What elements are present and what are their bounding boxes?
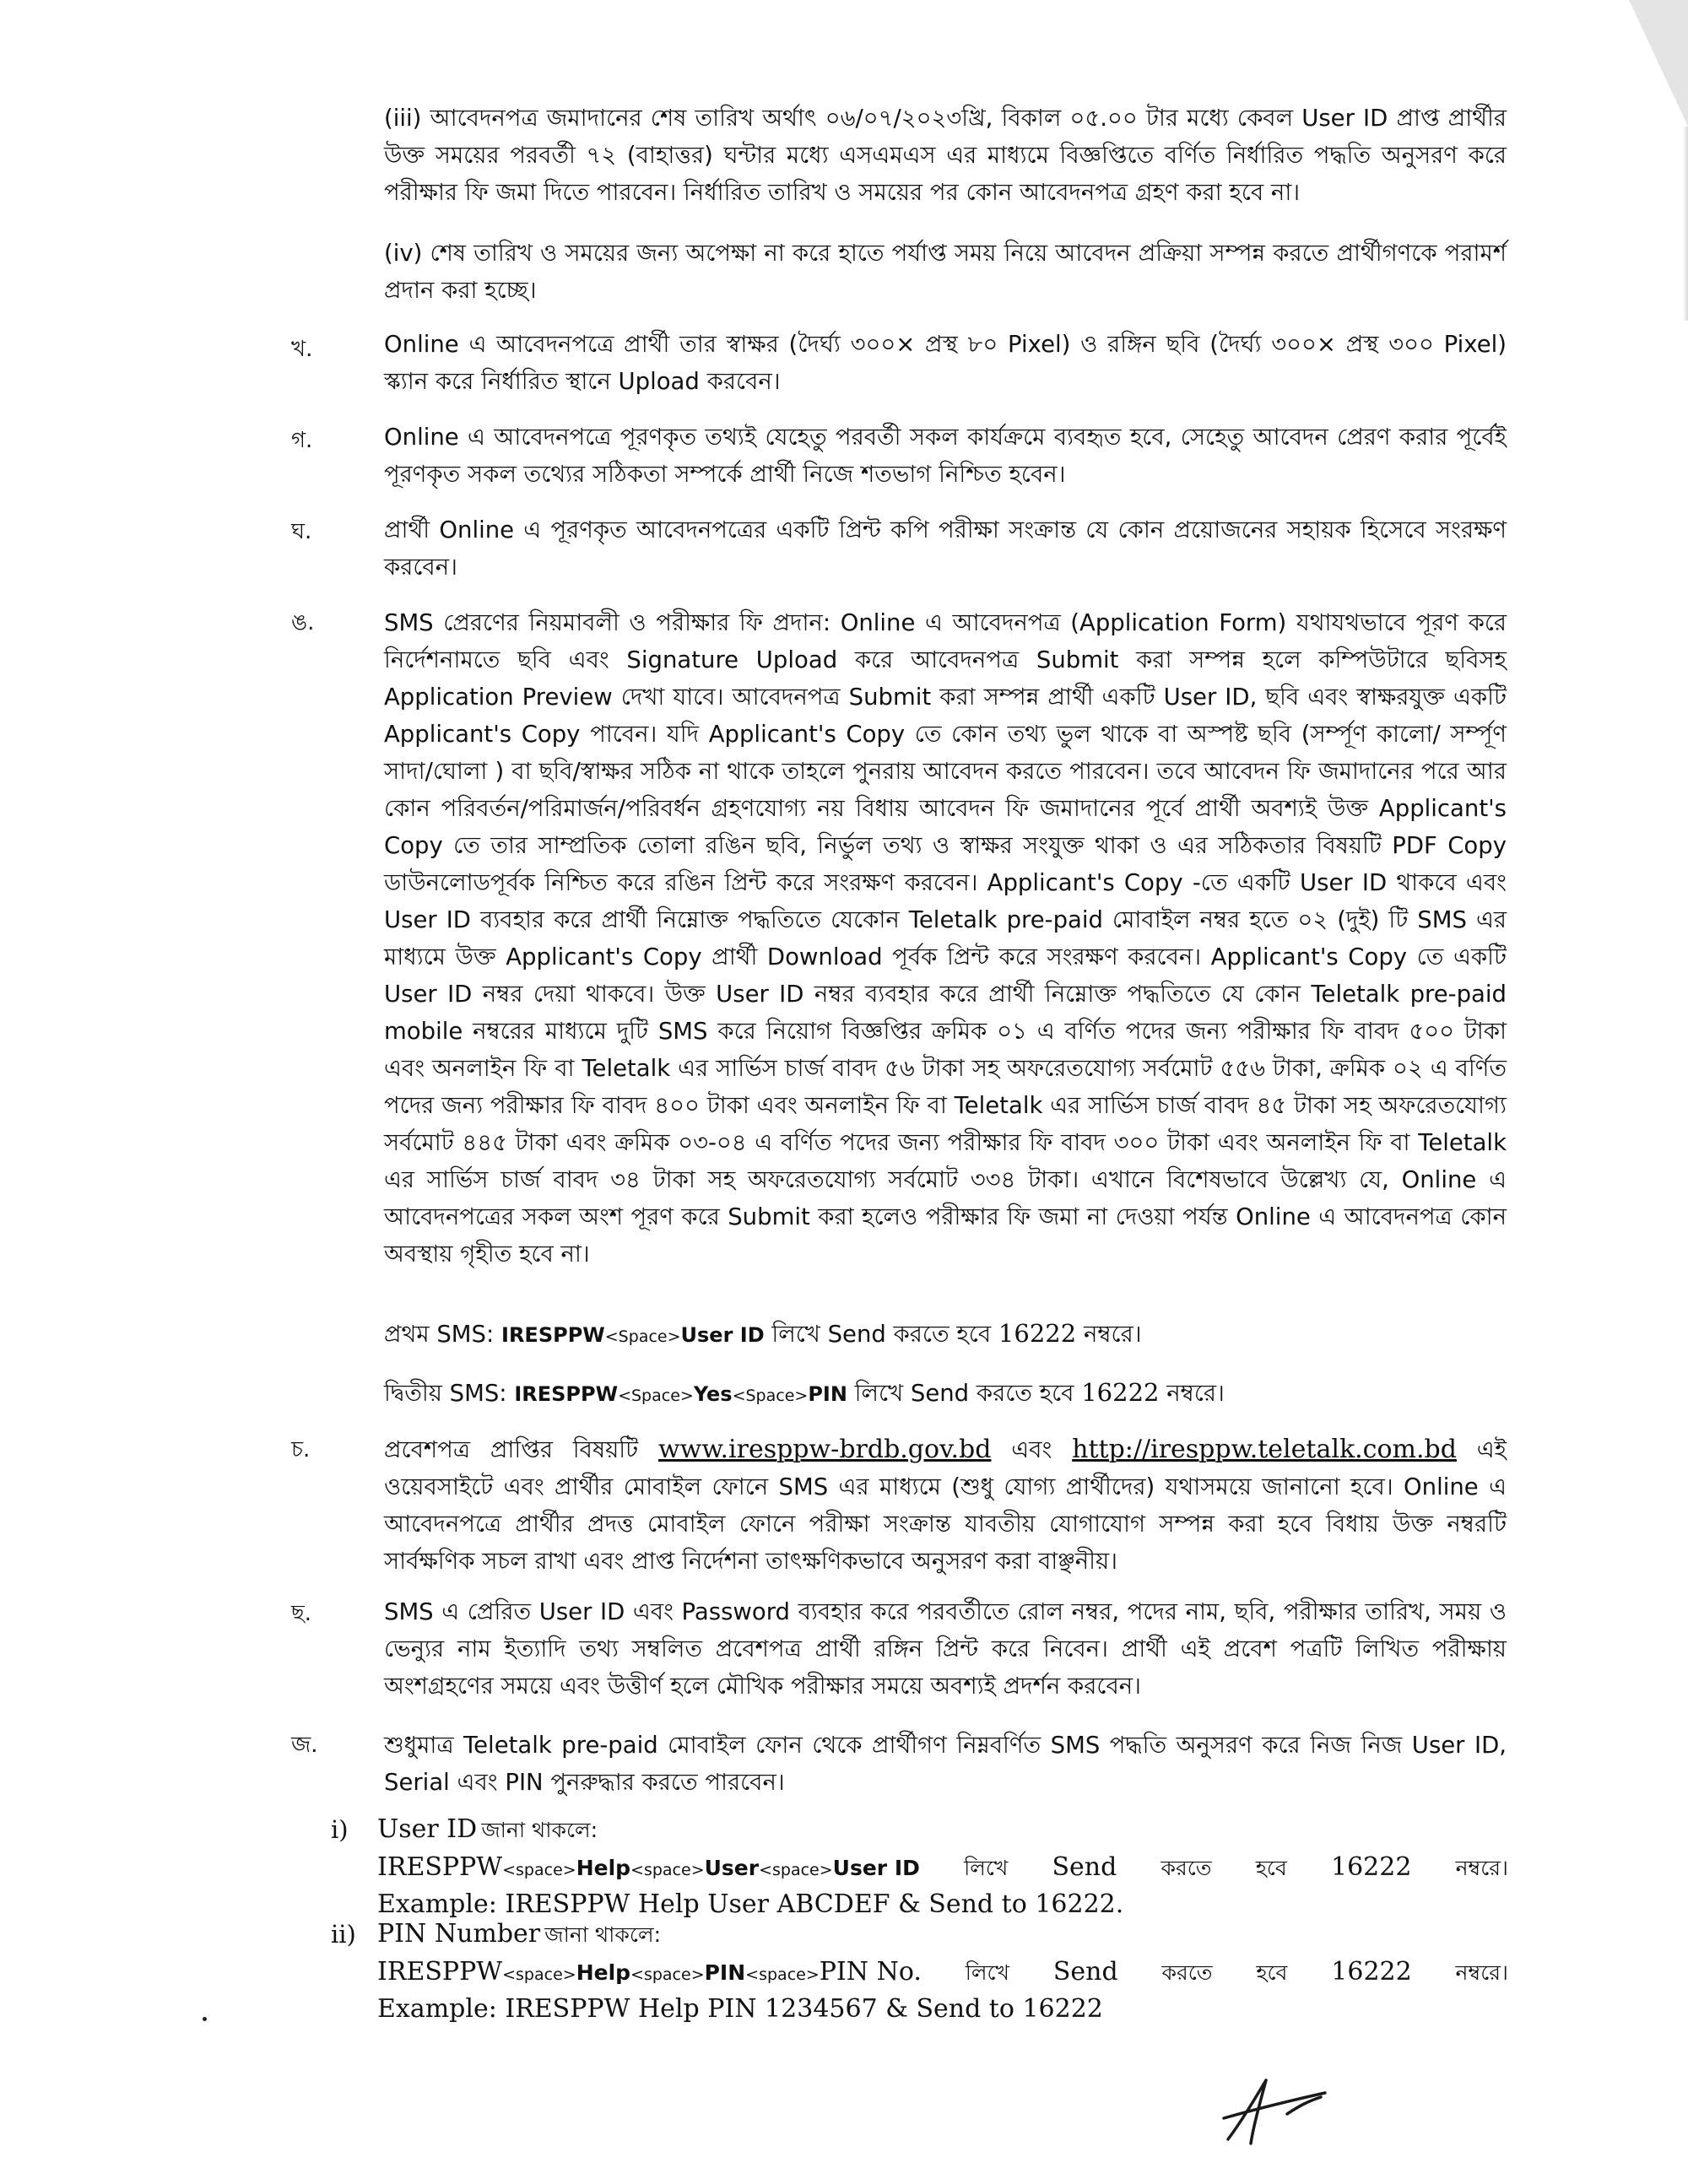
paragraph-ga: Online এ আবেদনপত্রে পূরণকৃত তথ্যই যেহেতু পরবর্তী সকল কার্যক্রমে ব্যবহৃত হবে, সেহেতু আবেদন প্রেরণ করার পূর্বেই পূরণকৃত সকল তথ্যের সঠিকতা সম্পর্কে প্রার্থী নিজে শতভাগ নিশ্চিত হবেন। [384,424,1507,488]
paragraph-iii: (iii) আবেদনপত্র জমাদানের শেষ তারিখ অর্থাৎ ০৬/০৭/২০২৩খ্রি, বিকাল ০৫.০০ টার মধ্যে কেবল User ID প্রাপ্ত প্রার্থীর উক্ত সময়ের পরবর্তী ৭২ (বাহাত্তর) ঘন্টার মধ্যে এসএমএস এর মাধ্যমে বিজ্ঞপ্তিতে বর্ণিত নির্ধারিত পদ্ধতি অনুসরণ করে পরীক্ষার ফি জমা দিতে পারবেন। নির্ধারিত তারিখ ও সময়ের পর কোন আবেদনপত্র গ্রহণ করা হবে না। [384,105,1507,206]
roman-ii: ii) [331,1920,356,1949]
marker-ja: জ. [291,1733,318,1758]
sub-item-user-id [377,1813,1508,1922]
sms-command-user-id: IRESPPW<space>Help<space>User<space>User ID লিখে Send করতে হবে 16222 নম্বরে। [377,1852,1508,1882]
sub-item-label: PIN Number জানা থাকলে: [377,1919,661,1949]
sms-second-instruction: দ্বিতীয় SMS: IRESPPW<Space>Yes<Space>PIN লিখে Send করতে হবে 16222 নম্বরে। [384,1378,1225,1407]
website-link-teletalk[interactable]: http://iresppw.teletalk.com.bd [1072,1435,1457,1464]
roman-i: i) [331,1815,349,1844]
marker-umo: ঙ. [291,610,315,635]
sms-command-pin: IRESPPW<space>Help<space>PIN<space>PIN No. লিখে Send করতে হবে 16222 নম্বরে। [377,1957,1508,1987]
paragraph-ja: শুধুমাত্র Teletalk pre-paid মোবাইল ফোন থেকে প্রার্থীগণ নিম্নবর্ণিত SMS পদ্ধতি অনুসরণ করে নিজ নিজ User ID, Serial এবং PIN পুনরুদ্ধার করতে পারবেন। [384,1732,1507,1796]
page-edge-shadow [1683,127,1688,321]
marker-ga: গ. [291,428,313,453]
scan-speck [203,2017,207,2021]
sms-example-pin: Example: IRESPPW Help PIN 1234567 & Send to 16222 [377,1994,1103,2024]
paragraph-chha: SMS এ প্রেরিত User ID এবং Password ব্যবহার করে পরবর্তীতে রোল নম্বর, পদের নাম, ছবি, পরীক্ষার তারিখ, সময় ও ভেন্যুর নাম ইত্যাদি তথ্য সম্বলিত প্রবেশপত্র প্রার্থী রঙ্গিন প্রিন্ট করে নিবেন। প্রার্থী এই প্রবেশ পত্রটি লিখিত পরীক্ষায় অংশগ্রহণের সময়ে এবং উত্তীর্ণ হলে মৌখিক পরীক্ষার সময়ে অবশ্যই প্রদর্শন করবেন। [384,1598,1507,1700]
sub-item-pin [377,1917,1508,2026]
sub-item-label: User ID জানা থাকলে: [377,1814,598,1844]
paragraph-kha: Online এ আবেদনপত্রে প্রার্থী তার স্বাক্ষর (দৈর্ঘ্য ৩০০× প্রস্থ ৮০ Pixel) ও রঙ্গিন ছবি (দৈর্ঘ্য ৩০০× প্রস্থ ৩০০ Pixel) স্ক্যান করে নির্ধারিত স্থানে Upload করবেন। [384,331,1507,395]
marker-gha: ঘ. [291,519,312,544]
sms-example-user-id: Example: IRESPPW Help User ABCDEF & Send to 16222. [377,1889,1124,1919]
paragraph-gha: প্রার্থী Online এ পূরণকৃত আবেদনপত্রের একটি প্রিন্ট কপি পরীক্ষা সংক্রান্ত যে কোন প্রয়োজনের সহায়ক হিসেবে সংরক্ষণ করবেন। [384,516,1507,581]
handwritten-signature [1207,2059,1342,2152]
paragraph-umo: SMS প্রেরণের নিয়মাবলী ও পরীক্ষার ফি প্রদান: Online এ আবেদনপত্র (Application Form) যথাযথভাবে পূরণ করে নির্দেশনামতে ছবি এবং Signature Upload করে আবেদনপত্র Submit করা সম্পন্ন হলে কম্পিউটারে ছবিসহ Application Preview দেখা যাবে। আবেদনপত্র Submit করা সম্পন্ন প্রার্থী একটি User ID, ছবি এবং স্বাক্ষরযুক্ত একটি Applicant's Copy পাবেন। যদি Applicant's Copy তে কোন তথ্য ভুল থাকে বা অস্পষ্ট ছবি (সর্ম্পূণ কালো/ সর্ম্পূণ সাদা/ঘোলা ) বা ছবি/স্বাক্ষর সঠিক না থাকে তাহলে পুনরায় আবেদন করতে পারবেন। তবে আবেদন ফি জমাদানের পরে আর কোন পরিবর্তন/পরিমার্জন/পরিবর্ধন গ্রহণযোগ্য নয় বিধায় আবেদন ফি জমাদানের পূর্বে প্রার্থী অবশ্যই উক্ত Applicant's Copy তে তার সাম্প্রতিক তোলা রঙিন ছবি, নির্ভুল তথ্য ও স্বাক্ষর সংযুক্ত থাকা ও এর সঠিকতার বিষয়টি PDF Copy ডাউনলোডপূর্বক নিশ্চিত করে রঙিন প্রিন্ট করে সংরক্ষণ করবেন। Applicant's Copy -তে একটি User ID থাকবে এবং User ID ব্যবহার করে প্রার্থী নিম্নোক্ত পদ্ধতিতে যেকোন Teletalk pre-paid মোবাইল নম্বর হতে ০২ (দুই) টি SMS এর মাধ্যমে উক্ত Applicant's Copy প্রার্থী Download পূর্বক প্রিন্ট করে সংরক্ষণ করবেন। Applicant's Copy তে একটি User ID নম্বর দেয়া থাকবে। উক্ত User ID নম্বর ব্যবহার করে প্রার্থী নিম্নোক্ত পদ্ধতিতে যে কোন Teletalk pre-paid mobile নম্বরের মাধ্যমে দুটি SMS করে নিয়োগ বিজ্ঞপ্তির ক্রমিক ০১ এ বর্ণিত পদের জন্য পরীক্ষার ফি বাবদ ৫০০ টাকা এবং অনলাইন ফি বা Teletalk এর সার্ভিস চার্জ বাবদ ৫৬ টাকা সহ অফরেতযোগ্য সর্বমোট ৫৫৬ টাকা, ক্রমিক ০২ এ বর্ণিত পদের জন্য পরীক্ষার ফি বাবদ ৪০০ টাকা এবং অনলাইন ফি বা Teletalk এর সার্ভিস চার্জ বাবদ ৪৫ টাকা সহ অফরেতযোগ্য সর্বমোট ৪৪৫ টাকা এবং ক্রমিক ০৩-০৪ এ বর্ণিত পদের জন্য পরীক্ষার ফি বাবদ ৩০০ টাকা এবং অনলাইন ফি বা Teletalk এর সার্ভিস চার্জ বাবদ ৩৪ টাকা সহ অফরেতযোগ্য সর্বমোট ৩৩৪ টাকা। এখানে বিশেষভাবে উল্লেখ্য যে, Online এ আবেদনপত্রের সকল অংশ পূরণ করে Submit করা হলেও পরীক্ষার ফি জমা না দেওয়া পর্যন্ত Online এ আবেদনপত্র কোন অবস্থায় গৃহীত হবে না। [384,609,1507,1268]
marker-kha: খ. [291,337,313,362]
paragraph-cha: প্রবেশপত্র প্রাপ্তির বিষয়টি www.iresppw-brdb.gov.bd এবং http://iresppw.teletalk.com.bd এই ওয়েবসাইটে এবং প্রার্থীর মোবাইল ফোনে SMS এর মাধ্যমে (শুধু যোগ্য প্রার্থীদের) যথাসময়ে জানানো হবে। Online এ আবেদনপত্রে প্রার্থীর প্রদত্ত মোবাইল ফোনে পরীক্ষা সংক্রান্ত যাবতীয় যোগাযোগ সম্পন্ন করা হবে বিধায় উক্ত নম্বরটি সার্বক্ষণিক সচল রাখা এবং প্রাপ্ত নির্দেশনা তাৎক্ষণিকভাবে অনুসরণ করা বাঞ্ছনীয়। [384,1435,1507,1575]
folded-corner [1629,0,1688,127]
website-link-brdb[interactable]: www.iresppw-brdb.gov.bd [658,1435,992,1464]
paragraph-iv: (iv) শেষ তারিখ ও সময়ের জন্য অপেক্ষা না করে হাতে পর্যাপ্ত সময় নিয়ে আবেদন প্রক্রিয়া সম্পন্ন করতে প্রার্থীগণকে পরামর্শ প্রদান করা হচ্ছে। [384,240,1507,304]
marker-chha: ছ. [291,1601,312,1626]
marker-cha: চ. [291,1437,311,1462]
sms-first-instruction: প্রথম SMS: IRESPPW<Space>User ID লিখে Send করতে হবে 16222 নম্বরে। [384,1319,1142,1348]
